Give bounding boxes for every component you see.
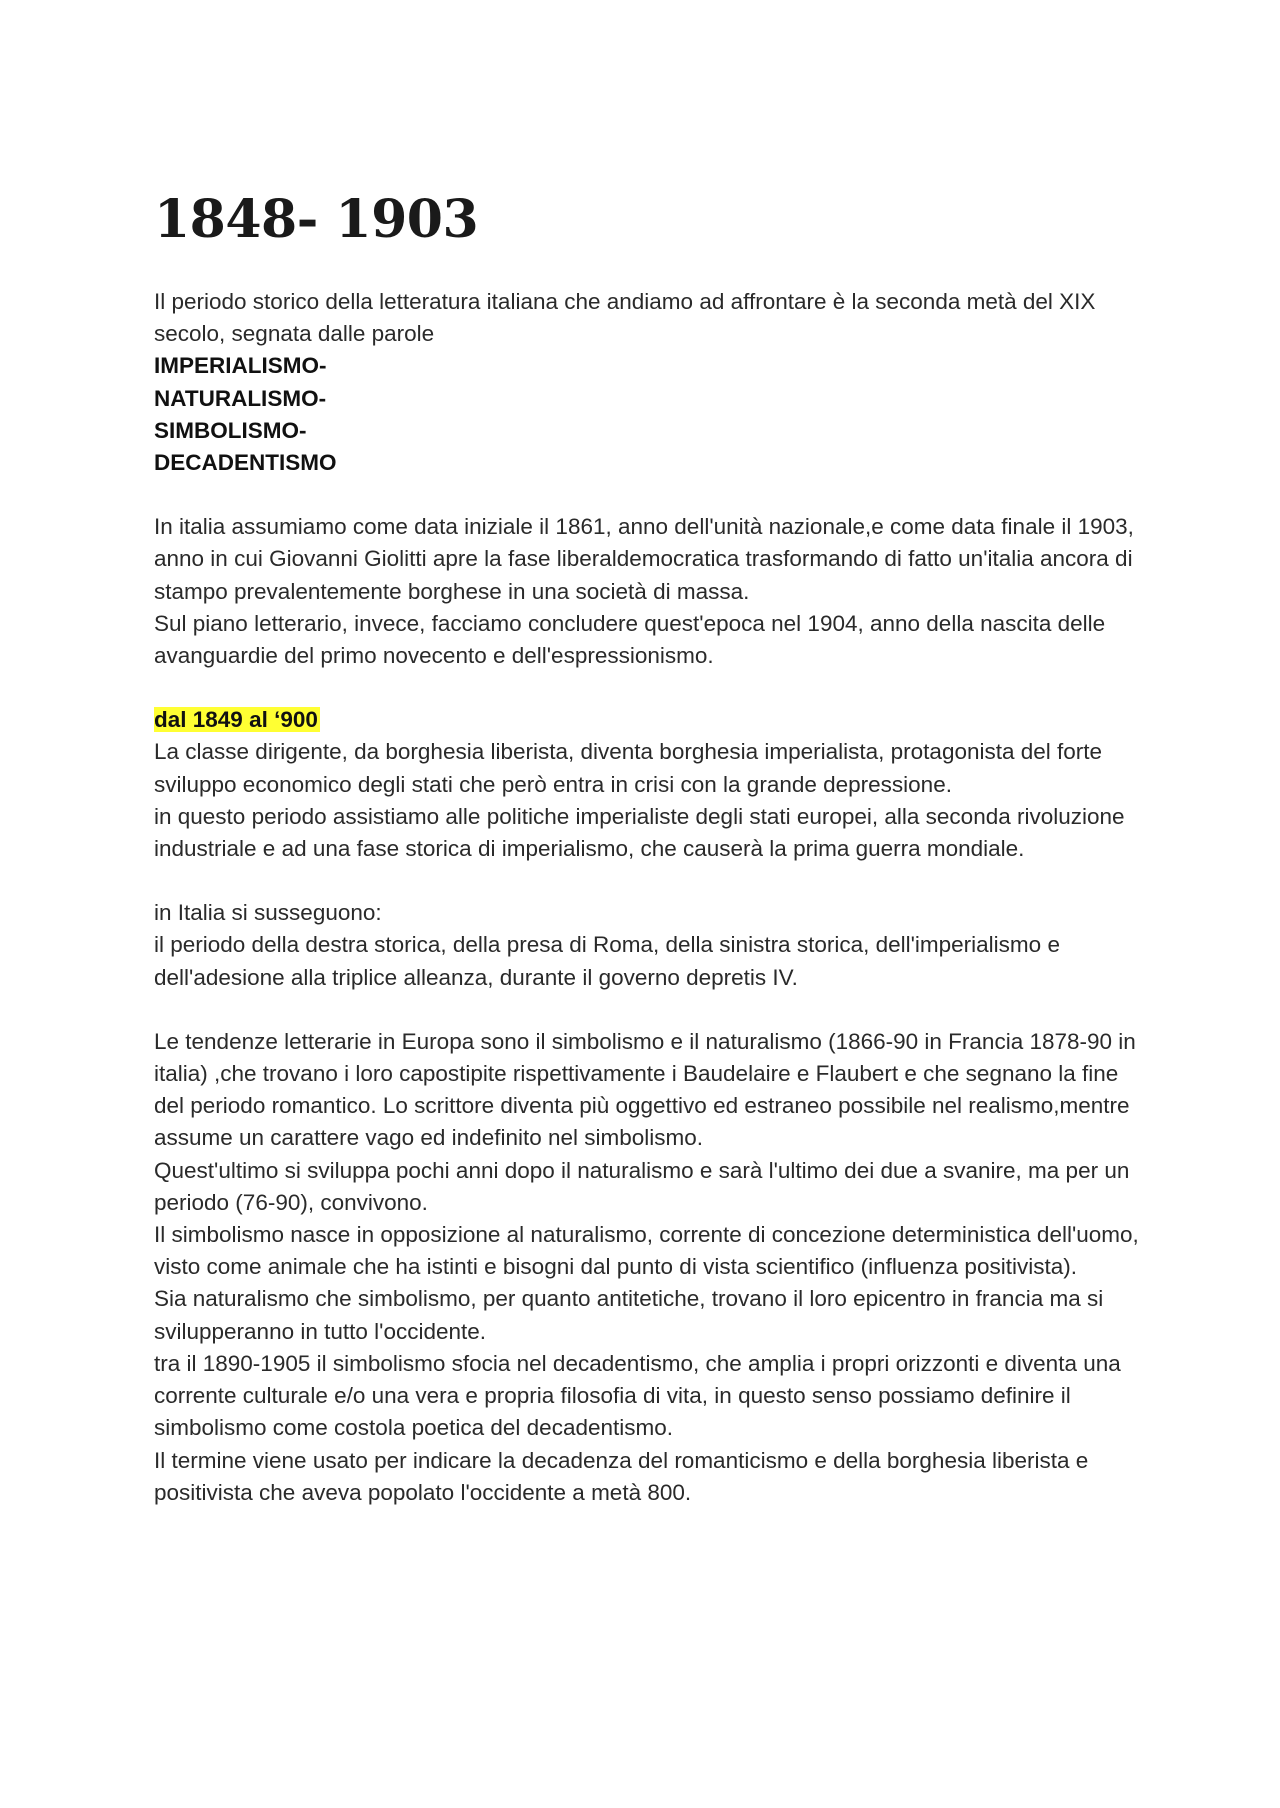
dates-paragraph-2: Sul piano letterario, invece, facciamo concludere quest'epoca nel 1904, anno della nascita delle avanguardie del primo novecento e dell'espressionismo. (154, 610, 1106, 669)
dates-paragraph-1: In italia assumiamo come data iniziale il 1861, anno dell'unità nazionale,e come data finale il 1903, anno in cui Giovanni Giolitti apre la fase liberaldemocratica trasformando di fatto un'italia ancora di stampo prevalentemente borghese in una società di massa. (154, 514, 1134, 604)
tendenze-paragraph-3: Il simbolismo nasce in opposizione al naturalismo, corrente di concezione deterministica dell'uomo, visto come animale che ha istinti e bisogni dal punto di vista scientifico (influenza positivista). (154, 1222, 1139, 1280)
section-1849-paragraph-2: in questo periodo assistiamo alle politiche imperialiste degli stati europei, alla seconda rivoluzione industriale e ad una fase storica di imperialismo, che causerà la prima guerra mondiale. (154, 803, 1125, 862)
document-page (154, 190, 1144, 1541)
keyword-imperialismo: IMPERIALISMO- (154, 353, 327, 379)
italia-block (154, 897, 1144, 994)
tendenze-paragraph-6: Il termine viene usato per indicare la decadenza del romanticismo e della borghesia liberista e positivista che aveva popolato l'occidente a metà 800. (154, 1447, 1089, 1505)
tendenze-paragraph-2: Quest'ultimo si sviluppa pochi anni dopo il naturalismo e sarà l'ultimo dei due a svanire, ma per un periodo (76-90), convivono. (154, 1157, 1130, 1215)
italia-paragraph-1: in Italia si susseguono: (154, 900, 382, 926)
section-1849-paragraph-1: La classe dirigente, da borghesia liberista, diventa borghesia imperialista, protagonista del forte sviluppo economico degli stati che però entra in crisi con la grande depressione. (154, 739, 1103, 797)
dates-block (154, 511, 1144, 672)
tendenze-paragraph-4: Sia naturalismo che simbolismo, per quanto antitetiche, trovano il loro epicentro in francia ma si svilupperanno in tutto l'occidente. (154, 1286, 1104, 1344)
tendenze-paragraph-1: Le tendenze letterarie in Europa sono il simbolismo e il naturalismo (1866-90 in Francia 1878-90 in italia) ,che trovano i loro capostipite rispettivamente i Baudelaire e Flaubert e che segnano la fine del periodo romantico. Lo scrittore diventa più oggettivo ed estraneo possibile nel realismo,mentre assume un carattere vago ed indefinito nel simbolismo. (154, 1028, 1136, 1151)
intro-block (154, 286, 1144, 479)
intro-text: Il periodo storico della letteratura italiana che andiamo ad affrontare è la seconda metà del XIX secolo, segnata dalle parole (154, 289, 1096, 347)
section-1849-heading: dal 1849 al ‘900 (154, 707, 318, 733)
tendenze-paragraph-5: tra il 1890-1905 il simbolismo sfocia nel decadentismo, che amplia i propri orizzonti e diventa una corrente culturale e/o una vera e propria filosofia di vita, in questo senso possiamo definire il simbolismo come costola poetica del decadentismo. (154, 1350, 1121, 1441)
keyword-decadentismo: DECADENTISMO (154, 450, 337, 476)
section-1849-block (154, 704, 1144, 865)
tendenze-block (154, 1026, 1144, 1509)
keyword-simbolismo: SIMBOLISMO- (154, 417, 307, 443)
keyword-naturalismo: NATURALISMO- (154, 385, 327, 411)
section-1849-heading-line (154, 704, 1144, 736)
italia-paragraph-2: il periodo della destra storica, della presa di Roma, della sinistra storica, dell'imperialismo e dell'adesione alla triplice alleanza, durante il governo depretis IV. (154, 932, 1060, 990)
page-title: 1848- 1903 (154, 189, 479, 250)
